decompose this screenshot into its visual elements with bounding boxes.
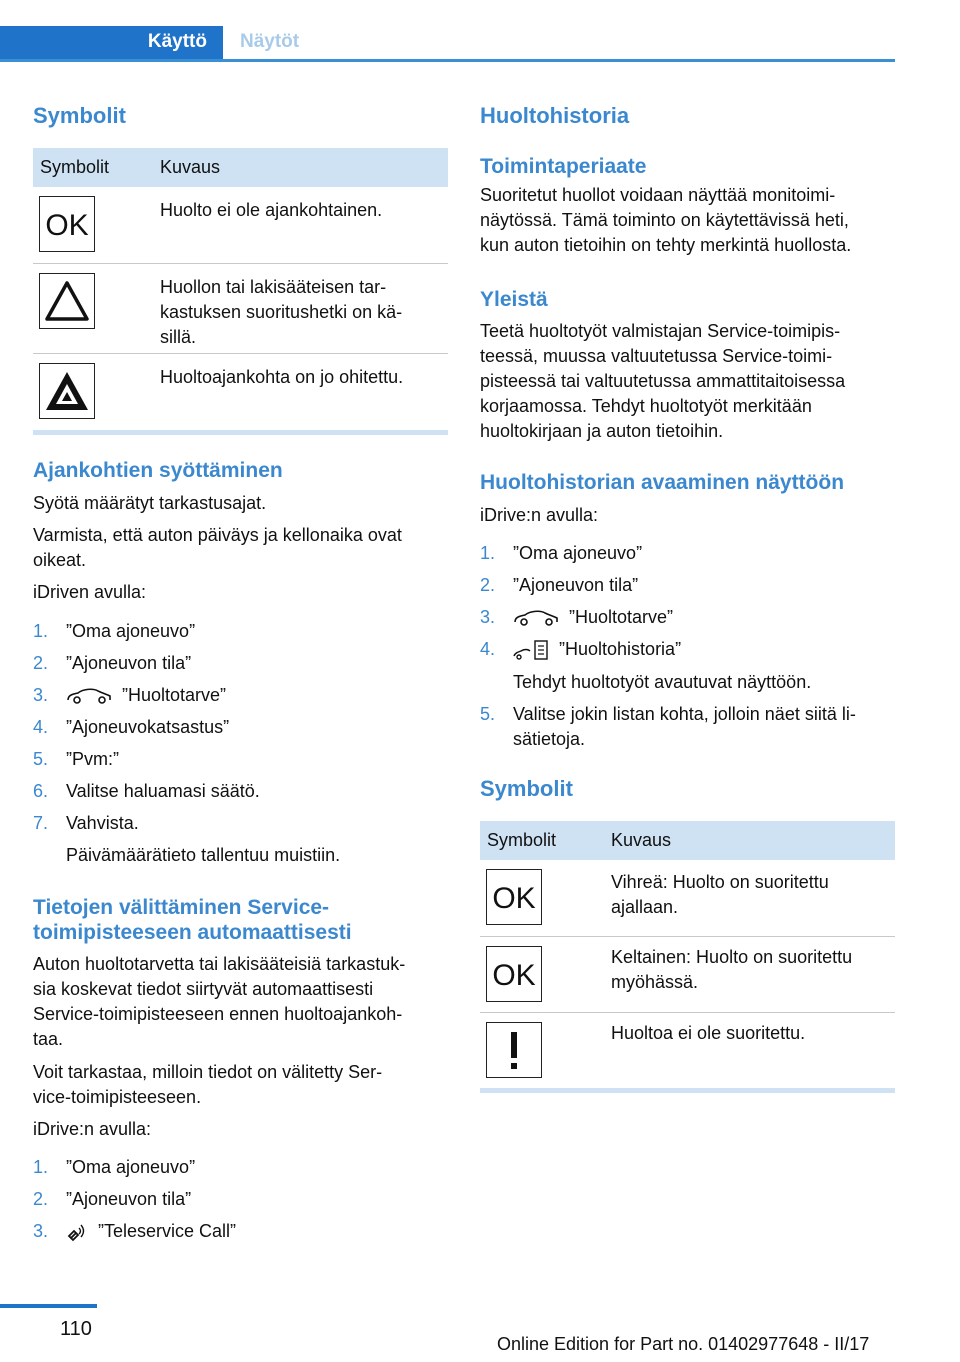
warning-triangle-icon: [39, 273, 95, 329]
car-service-icon: [66, 687, 112, 705]
row-description: Keltainen: Huolto on suoritettu myöhässä.: [611, 947, 853, 992]
dates-paragraph: Syötä määrätyt tarkastusajat.: [33, 493, 267, 513]
table-row: [480, 860, 895, 937]
transfer-paragraph: Auton huoltotarvetta tai lakisääteisiä tarkastuk- sia koskevat tiedot siirtyvät automaattisesti Service-toimipisteeseen ennen huoltoajankoh- taa.: [33, 954, 406, 1049]
svg-text:OK: OK: [492, 882, 536, 915]
open-history-heading: Huoltohistorian avaaminen näyttöön: [480, 471, 845, 494]
header-rule: [0, 59, 895, 62]
ok-icon: [486, 946, 542, 1002]
col-description-header: Kuvaus: [160, 157, 221, 177]
ok-icon: [486, 869, 542, 925]
ok-icon: [39, 196, 95, 252]
row-description: Huoltoajankohta on jo ohitettu.: [160, 367, 404, 387]
page-number-bar: [0, 1304, 97, 1308]
symbols-heading: Symbolit: [33, 103, 126, 128]
dates-paragraph: Varmista, että auton päiväys ja kellonaika ovat oikeat.: [33, 525, 402, 570]
page-number: 110: [60, 1318, 92, 1340]
row-description: Huoltoa ei ole suoritettu.: [611, 1023, 806, 1043]
row-description: Huollon tai lakisääteisen tar- kastuksen suoritushetki on kä- sillä.: [160, 277, 403, 347]
transfer-paragraph: iDrive:n avulla:: [33, 1119, 152, 1139]
header-bar: [0, 26, 895, 62]
table-row: [33, 354, 448, 426]
footer-edition: Online Edition for Part no. 01402977648 - II/17: [497, 1334, 870, 1354]
svg-text:OK: OK: [45, 209, 89, 242]
dates-paragraph: iDriven avulla:: [33, 582, 147, 602]
teleservice-icon: [66, 1222, 88, 1242]
tab-naytot[interactable]: Näytöt: [240, 31, 300, 52]
col-symbols-header: Symbolit: [487, 830, 557, 850]
principle-heading: Toimintaperiaate: [480, 155, 647, 178]
col-symbols-header: Symbolit: [40, 157, 110, 177]
principle-paragraph: Suoritetut huollot voidaan näyttää monitoimi- näytössä. Tämä toiminto on käytettävissä heti, kun auton tietoihin on tehty merkintä huollosta.: [480, 185, 852, 255]
exclamation-icon: [486, 1022, 542, 1078]
table-end-rule: [33, 430, 448, 435]
general-paragraph: Teetä huoltotyöt valmistajan Service-toimipis- teessä, muussa valtuutetussa Service-toimi- pisteessä tai valtuutetussa ammattitaitoisessa korjaamossa. Tehdyt huoltotyöt merkitään huoltokirjaan ja auton tietoihin.: [480, 321, 846, 441]
symbols-table-header: [33, 148, 448, 187]
open-history-intro: iDrive:n avulla:: [480, 505, 599, 525]
row-description: Vihreä: Huolto on suoritettu ajallaan.: [611, 872, 829, 917]
list-subtext: Tehdyt huoltotyöt avautuvat näyttöön.: [513, 672, 812, 692]
list-subtext: Päivämäärätieto tallentuu muistiin.: [66, 845, 341, 865]
row-description: Huolto ei ole ajankohtainen.: [160, 200, 383, 220]
table-end-rule: [480, 1088, 895, 1093]
table-row: [33, 187, 448, 264]
car-service-icon: [513, 609, 559, 627]
dates-heading: Ajankohtien syöttäminen: [33, 459, 283, 482]
symbols-heading: Symbolit: [480, 776, 573, 801]
general-heading: Yleistä: [480, 288, 548, 311]
history-heading: Huoltohistoria: [480, 103, 630, 128]
tab-kaytto[interactable]: Käyttö: [0, 26, 223, 62]
table-row: [480, 937, 895, 1013]
transfer-paragraph: Voit tarkastaa, milloin tiedot on välitetty Ser- vice-toimipisteeseen.: [33, 1062, 383, 1107]
service-history-icon: [513, 639, 549, 661]
symbols-table-header: [480, 821, 895, 860]
overdue-triangle-icon: [39, 363, 95, 419]
transfer-heading: Tietojen välittäminen Service- toimipisteeseen automaattisesti: [33, 896, 352, 944]
table-row: [480, 1013, 895, 1085]
table-row: [33, 264, 448, 354]
col-description-header: Kuvaus: [611, 830, 672, 850]
svg-text:OK: OK: [492, 959, 536, 992]
